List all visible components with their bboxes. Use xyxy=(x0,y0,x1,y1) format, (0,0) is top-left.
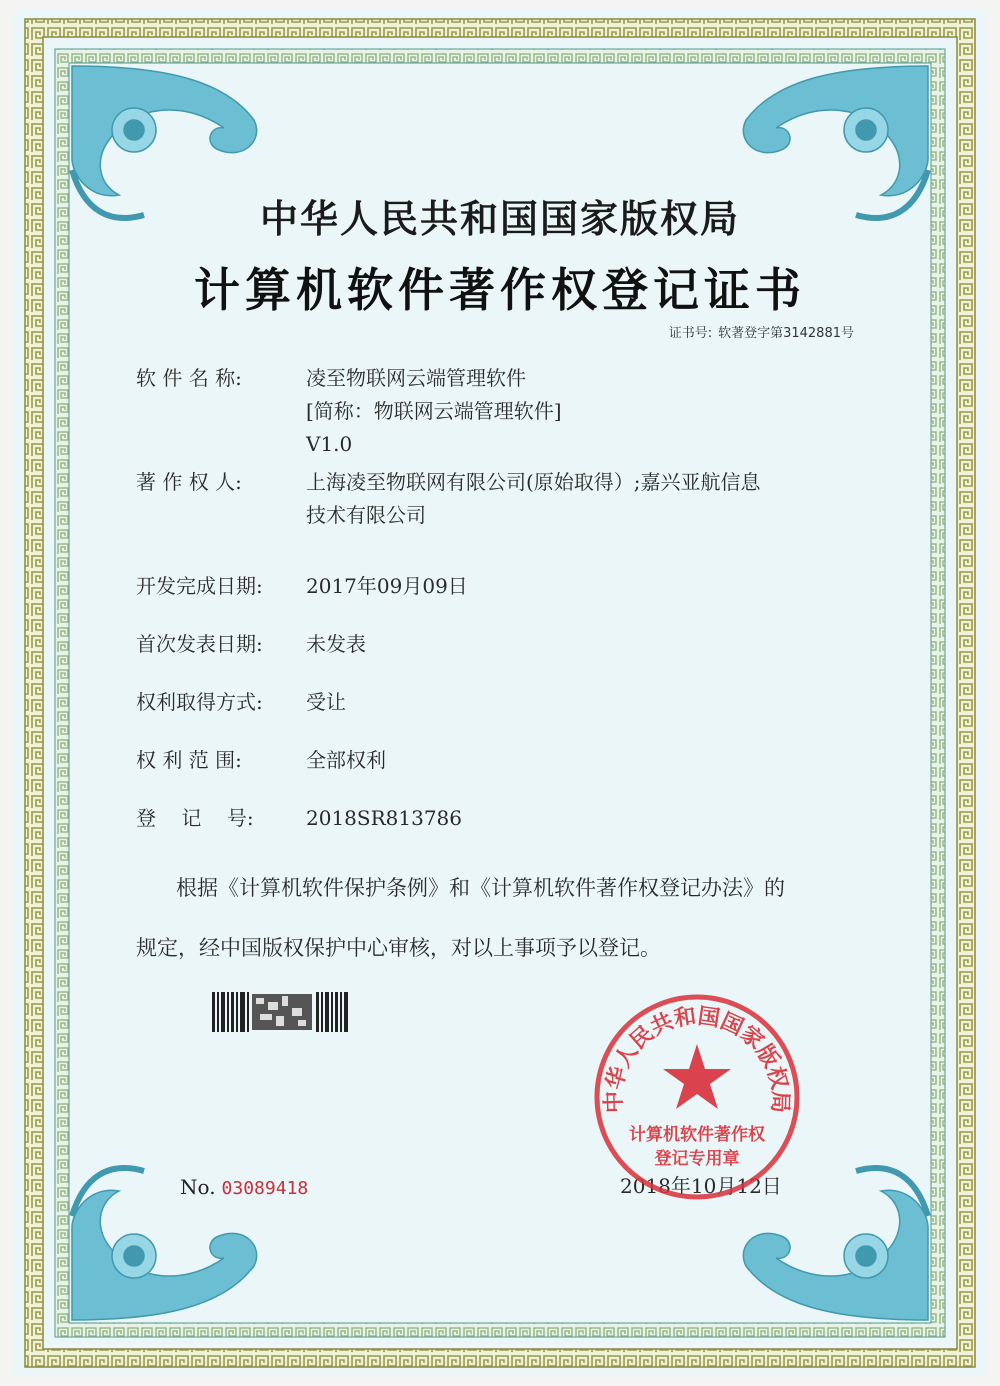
field-first-publication-date xyxy=(136,628,866,661)
owner-line-2: 技术有限公司 xyxy=(306,503,426,527)
registration-number: 2018SR813786 xyxy=(306,806,463,830)
serial-number xyxy=(180,1175,308,1199)
seal-star-icon xyxy=(663,1044,731,1109)
field-label: 权 利 范 围: xyxy=(136,748,242,772)
issue-date: 2018年10月12日 xyxy=(620,1174,782,1198)
field-registration-number xyxy=(136,802,866,835)
seal-inner-line-1: 计算机软件著作权 xyxy=(629,1125,765,1145)
first-publication-date: 未发表 xyxy=(306,632,366,656)
field-software-name xyxy=(136,362,866,461)
field-label: 权利取得方式: xyxy=(136,690,263,714)
statement-line-2: 规定，经中国版权保护中心审核，对以上事项予以登记。 xyxy=(136,936,661,960)
acquisition-method: 受让 xyxy=(306,690,346,714)
rights-scope: 全部权利 xyxy=(306,748,386,772)
software-name: 凌至物联网云端管理软件 xyxy=(306,366,526,390)
certificate-sheet xyxy=(14,10,986,1376)
seal-inner-line-2: 登记专用章 xyxy=(654,1149,740,1169)
seal-outer-text: 中华人民共和国国家版权局 xyxy=(601,1004,793,1114)
owner-line-1: 上海凌至物联网有限公司(原始取得）;嘉兴亚航信息 xyxy=(306,470,761,494)
certificate-title: 计算机软件著作权登记证书 xyxy=(194,263,806,317)
field-label: 著 作 权 人: xyxy=(136,470,242,494)
official-seal xyxy=(592,992,802,1202)
field-rights-scope xyxy=(136,744,866,777)
field-label: 开发完成日期: xyxy=(136,574,263,598)
barcode xyxy=(212,990,350,1034)
software-short-name: [简称：物联网云端管理软件] xyxy=(306,399,562,423)
statement-line-1: 根据《计算机软件保护条例》和《计算机软件著作权登记办法》的 xyxy=(176,876,785,900)
certificate-number-label: 证书号: xyxy=(668,326,713,341)
certificate-number-value: 软著登字第3142881号 xyxy=(718,326,854,341)
serial-value: 03089418 xyxy=(221,1178,309,1199)
field-label: 首次发表日期: xyxy=(136,632,263,656)
field-copyright-owner xyxy=(136,466,866,532)
field-label: 软 件 名 称: xyxy=(136,366,242,390)
field-label: 登 记 号: xyxy=(136,806,254,830)
field-acquisition-method xyxy=(136,686,866,719)
serial-label: No. xyxy=(180,1175,216,1199)
issuer-heading: 中华人民共和国国家版权局 xyxy=(259,197,740,241)
certificate-number xyxy=(663,322,854,341)
software-version: V1.0 xyxy=(306,432,353,456)
completion-date: 2017年09月09日 xyxy=(306,574,468,598)
field-completion-date xyxy=(136,570,866,603)
